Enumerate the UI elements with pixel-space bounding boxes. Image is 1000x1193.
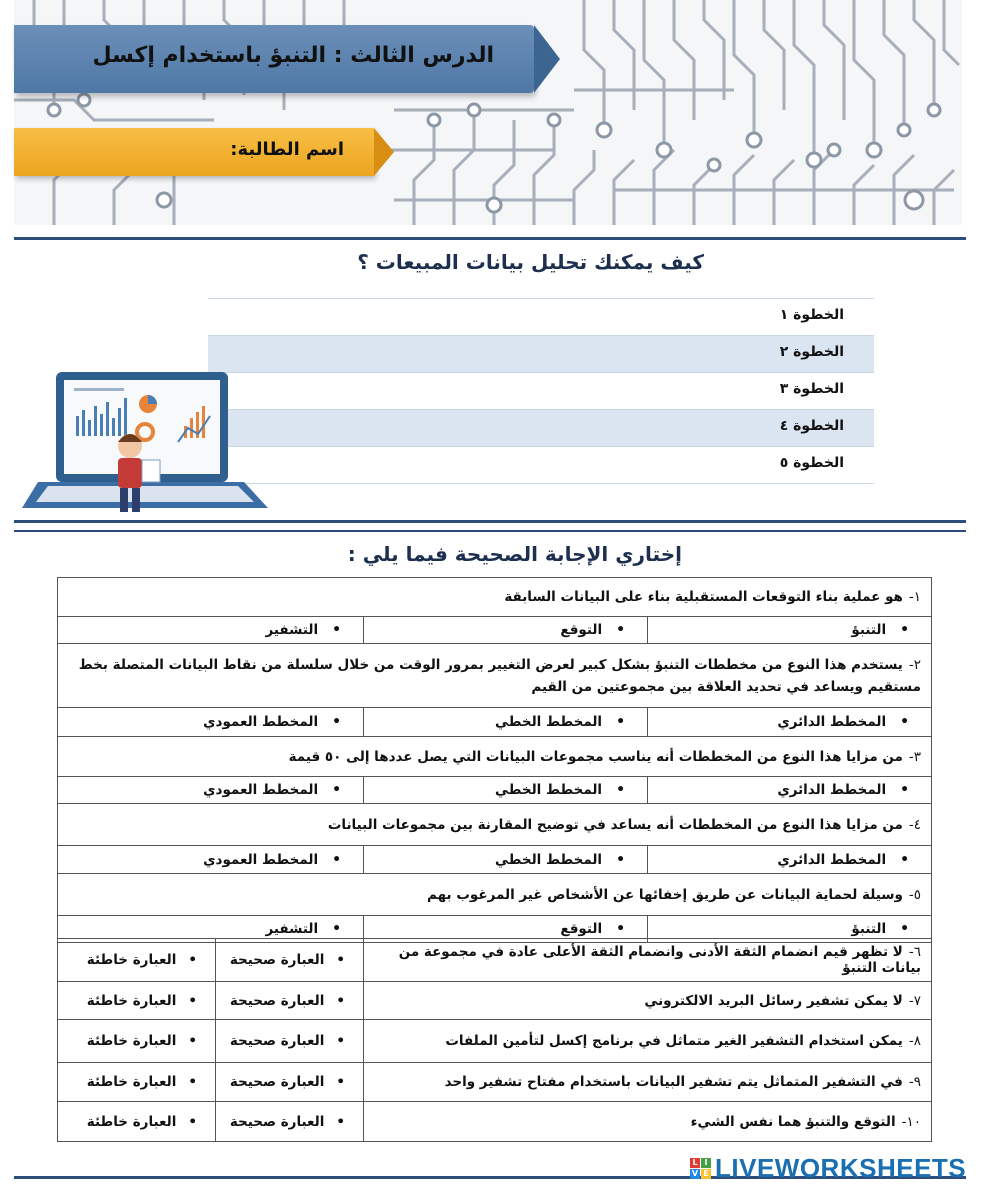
true-option[interactable]: • العبارة صحيحة xyxy=(216,1102,364,1142)
false-option[interactable]: • العبارة خاطئة xyxy=(58,1063,216,1102)
step-row[interactable] xyxy=(208,410,874,447)
logo-letter: V xyxy=(691,1169,699,1178)
false-option[interactable]: • العبارة خاطئة xyxy=(58,1020,216,1063)
statement-cell xyxy=(364,982,932,1020)
logo-letter: I xyxy=(701,1158,711,1168)
step-label: الخطوة ٤ xyxy=(779,418,844,434)
option-1[interactable]: • المخطط الدائري xyxy=(648,708,932,737)
option-2[interactable]: • المخطط الخطي xyxy=(364,777,648,804)
option-1[interactable]: • التنبؤ xyxy=(648,916,932,943)
question-cell xyxy=(58,644,932,708)
step-row[interactable] xyxy=(208,298,874,336)
step-row[interactable] xyxy=(208,373,874,410)
steps-list xyxy=(208,298,874,484)
question-cell xyxy=(58,804,932,846)
liveworksheets-logo[interactable] xyxy=(690,1153,966,1184)
step-label: الخطوة ١ xyxy=(779,307,844,323)
question-cell xyxy=(58,874,932,916)
question-number: ٦- xyxy=(908,944,921,960)
step-label: الخطوة ٥ xyxy=(779,455,844,471)
statement-text: في التشفير المتماثل يتم تشفير البيانات باستخدام مفتاح تشفير واحد xyxy=(444,1074,903,1090)
question-number: ٣- xyxy=(908,748,922,765)
student-name-label: اسم الطالبة: xyxy=(230,139,344,160)
question-number: ٥- xyxy=(908,886,922,903)
option-3[interactable]: • المخطط العمودي xyxy=(58,708,364,737)
lesson-title: الدرس الثالث : التنبؤ باستخدام إكسل xyxy=(92,43,494,68)
statement-cell xyxy=(364,939,932,982)
student-name-ribbon xyxy=(14,128,374,176)
statement-text: لا يمكن تشفير رسائل البريد الالكتروني xyxy=(644,992,903,1009)
option-2[interactable]: • التوقع xyxy=(364,617,648,644)
true-option[interactable]: • العبارة صحيحة xyxy=(216,1020,364,1063)
question-text: وسيلة لحماية البيانات عن طريق إخفائها عن الأشخاص غير المرغوب بهم xyxy=(427,886,903,903)
question-text: يستخدم هذا النوع من مخططات التنبؤ بشكل كبير لعرض التغيير بمرور الوقت من خلال سلسلة من نقاط البيانات المتصلة بخط مستقيم ويساعد في تحديد العلاقة بين مجموعتين من القيم xyxy=(78,656,922,695)
statement-text: يمكن استخدام التشفير الغير متماثل في برنامج إكسل لتأمين الملفات xyxy=(445,1033,903,1049)
divider xyxy=(14,237,966,240)
option-3[interactable]: • المخطط العمودي xyxy=(58,846,364,874)
ribbon-fold xyxy=(374,128,394,176)
option-1[interactable]: • المخطط الدائري xyxy=(648,777,932,804)
question-text: هو عملية بناء التوقعات المستقبلية بناء على البيانات السابقة xyxy=(504,589,903,605)
divider xyxy=(14,530,966,532)
true-option[interactable]: • العبارة صحيحة xyxy=(216,1063,364,1102)
questions-table xyxy=(57,577,932,943)
question-text: من مزايا هذا النوع من المخططات أنه يساعد في توضيح المقارنة بين مجموعات البيانات xyxy=(327,816,903,833)
logo-letter: E xyxy=(701,1169,711,1179)
statement-text: التوقع والتنبؤ هما نفس الشيء xyxy=(690,1113,896,1130)
option-1[interactable]: • التنبؤ xyxy=(648,617,932,644)
step-row[interactable] xyxy=(208,447,874,484)
question-text: من مزايا هذا النوع من المخططات أنه يناسب مجموعات البيانات التي يصل عددها إلى ٥٠ قيمة xyxy=(288,748,903,765)
question-number: ٢- xyxy=(908,656,922,673)
logo-icon xyxy=(690,1158,711,1179)
option-3[interactable]: • المخطط العمودي xyxy=(58,777,364,804)
option-1[interactable]: • المخطط الدائري xyxy=(648,846,932,874)
option-3[interactable]: • التشفير xyxy=(58,916,364,943)
ribbon-fold xyxy=(534,25,560,93)
true-option[interactable]: • العبارة صحيحة xyxy=(216,939,364,982)
question-number: ٧- xyxy=(908,992,921,1009)
sales-analysis-question: كيف يمكنك تحليل بيانات المبيعات ؟ xyxy=(357,250,704,274)
step-label: الخطوة ٣ xyxy=(779,381,844,397)
false-option[interactable]: • العبارة خاطئة xyxy=(58,982,216,1020)
question-cell xyxy=(58,578,932,617)
true-false-table xyxy=(57,938,932,1142)
option-2[interactable]: • التوقع xyxy=(364,916,648,943)
laptop-illustration xyxy=(18,368,288,518)
question-number: ٨- xyxy=(908,1033,921,1049)
option-2[interactable]: • المخطط الخطي xyxy=(364,846,648,874)
false-option[interactable]: • العبارة خاطئة xyxy=(58,939,216,982)
option-2[interactable]: • المخطط الخطي xyxy=(364,708,648,737)
question-number: ٩- xyxy=(908,1074,921,1090)
divider xyxy=(14,520,966,523)
lesson-title-ribbon xyxy=(14,25,534,93)
question-number: ٤- xyxy=(908,816,922,833)
question-number: ١- xyxy=(908,589,922,605)
statement-cell xyxy=(364,1063,932,1102)
step-row[interactable] xyxy=(208,336,874,373)
option-3[interactable]: • التشفير xyxy=(58,617,364,644)
instruction-title: إختاري الإجابة الصحيحة فيما يلي : xyxy=(347,542,682,566)
step-label: الخطوة ٢ xyxy=(779,344,844,360)
statement-cell xyxy=(364,1020,932,1063)
question-cell xyxy=(58,737,932,777)
statement-cell xyxy=(364,1102,932,1142)
statement-text: لا تظهر قيم انضمام الثقة الأدنى وانضمام الثقة الأعلى عادة في مجموعة من بيانات التنبؤ xyxy=(398,944,921,976)
question-number: ١٠- xyxy=(901,1113,921,1130)
false-option[interactable]: • العبارة خاطئة xyxy=(58,1102,216,1142)
true-option[interactable]: • العبارة صحيحة xyxy=(216,982,364,1020)
logo-letter: L xyxy=(690,1158,700,1168)
brand-name: LIVEWORKSHEETS xyxy=(715,1153,967,1183)
